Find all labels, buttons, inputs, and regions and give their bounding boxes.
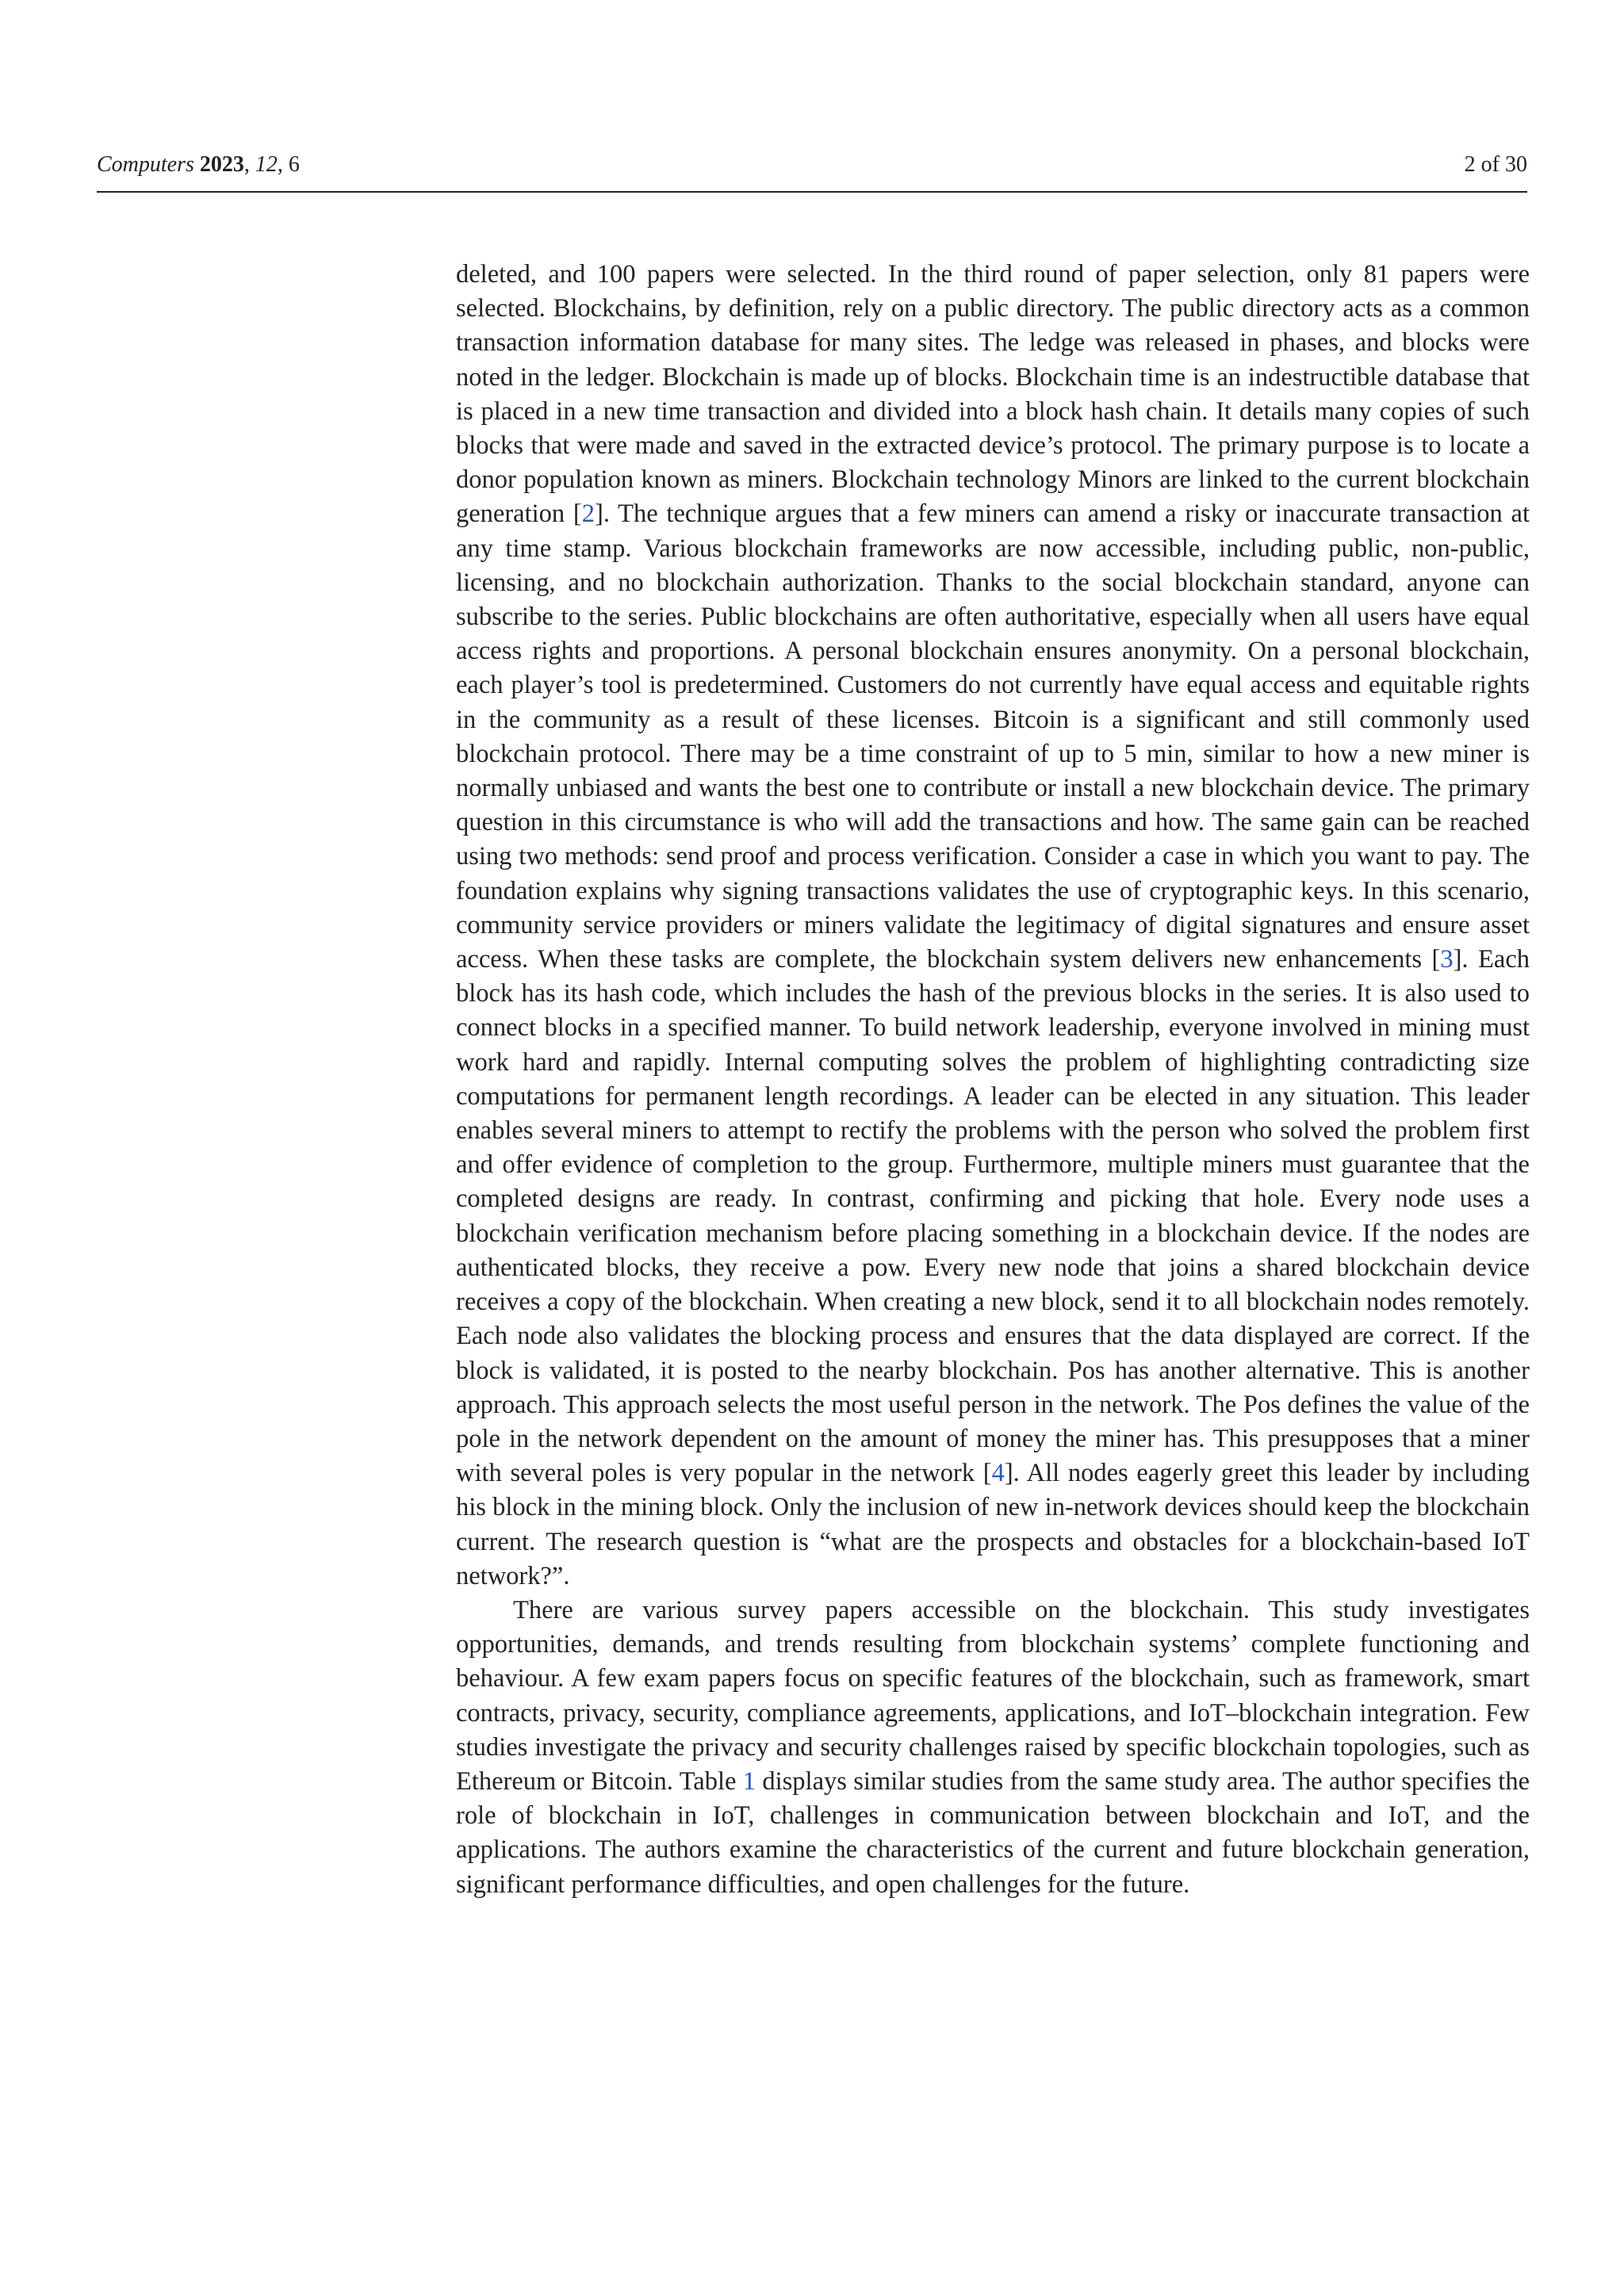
journal-year: 2023 bbox=[199, 152, 244, 177]
journal-volume: 12 bbox=[255, 152, 278, 177]
journal-issue: 6 bbox=[288, 152, 300, 177]
paragraph-1-text-b: ]. The technique argues that a few miners can amend a risky or inaccurate transaction at any time stamp. Various blockchain frameworks are now accessible, including public, non-public, licensing, and no blockchain authorization. Thanks to the social blockchain standard, anyone can subscribe to the series. Public blockchains are often authoritative, especially when all users have equal access rights and proportions. A personal blockchain ensures anonymity. On a personal blockchain, each player’s tool is predetermined. Customers do not currently have equal access and equitable rights in the community as a result of these licenses. Bitcoin is a significant and still commonly used blockchain protocol. There may be a time constraint of up to 5 min, similar to how a new miner is normally unbiased and wants the best one to contribute or install a new blockchain device. The primary question in this circumstance is who will add the transactions and how. The same gain can be reached using two methods: send proof and process verification. Consider a case in which you want to pay. The foundation explains why signing transactions validates the use of cryptographic keys. In this scenario, community service providers or miners validate the legitimacy of digital signatures and ensure asset access. When these tasks are complete, the blockchain system delivers new enhancements [ bbox=[456, 499, 1530, 974]
paragraph-1 bbox=[456, 258, 1530, 1594]
main-text bbox=[456, 258, 1530, 1902]
header-divider bbox=[97, 191, 1527, 193]
paragraph-2-text-b: displays similar studies from the same study area. The author specifies the role of blockchain in IoT, challenges in communication between blockchain and IoT, and the applications. The authors examine the characteristics of the current and future blockchain generation, significant performance difficulties, and open challenges for the future. bbox=[456, 1766, 1530, 1899]
paragraph-1-text-d: ]. All nodes eagerly greet this leader by including his block in the mining block. Only the inclusion of new in-network devices should keep the blockchain current. The research question is “what are the prospects and obstacles for a blockchain-based IoT network?”. bbox=[456, 1459, 1530, 1590]
paragraph-1-text-c: ]. Each block has its hash code, which includes the hash of the previous blocks in the series. It is also used to connect blocks in a specified manner. To build network leadership, everyone involved in mining must work hard and rapidly. Internal computing solves the problem of highlighting contradicting size computations for permanent length recordings. A leader can be elected in any situation. This leader enables several miners to attempt to rectify the problems with the person who solved the problem first and offer evidence of completion to the group. Furthermore, multiple miners must guarantee that the completed designs are ready. In contrast, confirming and picking that hole. Every node uses a blockchain verification mechanism before placing something in a blockchain device. If the nodes are authenticated blocks, they receive a pow. Every new node that joins a shared blockchain device receives a copy of the blockchain. When creating a new block, send it to all blockchain nodes remotely. Each node also validates the blocking process and ensures that the data displayed are correct. If the block is validated, it is posted to the nearby blockchain. Pos has another alternative. This is another approach. This approach selects the most useful person in the network. The Pos defines the value of the pole in the network dependent on the amount of money the miner has. This presupposes that a miner with several poles is very popular in the network [ bbox=[456, 945, 1530, 1488]
table-reference-link-1[interactable]: 1 bbox=[742, 1766, 756, 1796]
page-header bbox=[97, 149, 1527, 181]
journal-name: Computers bbox=[97, 152, 194, 177]
paragraph-1-text-a: deleted, and 100 papers were selected. In the third round of paper selection, only 81 papers were selected. Blockchains, by definition, rely on a public directory. The public directory acts as a common transaction information database for many sites. The ledge was released in phases, and blocks were noted in the ledger. Blockchain is made up of blocks. Blockchain time is an indestructible database that is placed in a new time transaction and divided into a block hash chain. It details many copies of such blocks that were made and saved in the extracted device’s protocol. The primary purpose is to locate a donor population known as miners. Blockchain technology Minors are linked to the current blockchain generation [ bbox=[456, 260, 1530, 529]
paragraph-2 bbox=[456, 1594, 1530, 1902]
citation-link-3[interactable]: 3 bbox=[1440, 945, 1454, 974]
paragraph-2-text-a: There are various survey papers accessible on the blockchain. This study investigates opportunities, demands, and trends resulting from blockchain systems’ complete functioning and behaviour. A few exam papers focus on specific features of the blockchain, such as framework, smart contracts, privacy, security, compliance agreements, applications, and IoT–blockchain integration. Few studies investigate the privacy and security challenges raised by specific blockchain topologies, such as Ethereum or Bitcoin. Table bbox=[456, 1595, 1530, 1796]
citation-link-4[interactable]: 4 bbox=[991, 1459, 1005, 1488]
page-number: 2 of 30 bbox=[1464, 152, 1527, 177]
citation-link-2[interactable]: 2 bbox=[581, 499, 595, 529]
journal-citation: Computers 2023, 12, 6 bbox=[97, 152, 300, 177]
